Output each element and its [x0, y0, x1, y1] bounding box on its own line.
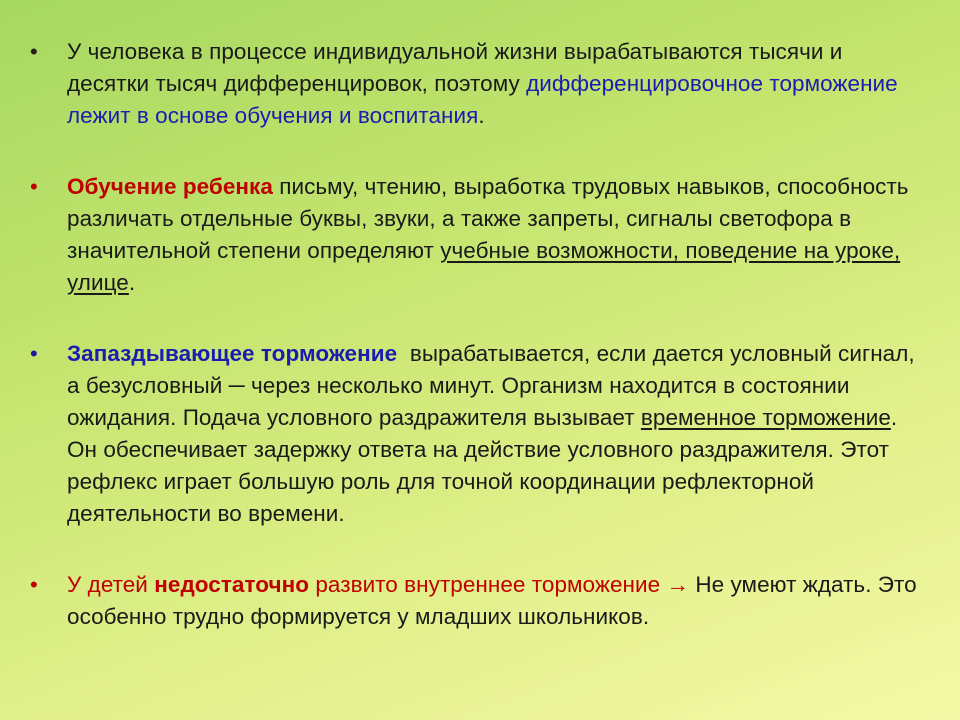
bullet-dot-icon: • [30, 39, 38, 64]
bullet-3-term: Запаздывающее торможение [67, 341, 398, 366]
bullet-item-3 [30, 338, 930, 530]
bullet-1-end: . [478, 103, 485, 128]
bullet-dot-icon: • [30, 572, 38, 597]
bullet-4-emphasis: недостаточно [154, 572, 310, 597]
bullet-2-end: . [128, 270, 136, 295]
bullet-dot-icon: • [30, 341, 38, 366]
bullet-item-1 [30, 36, 930, 132]
bullet-1-highlight: дифференцировочное торможение лежит в основе обучения и воспитания [67, 71, 898, 128]
bullet-3-underlined: временное торможение [640, 405, 891, 430]
bullet-item-2 [30, 171, 930, 299]
bullet-4-middle: развито внутреннее торможение → [309, 572, 696, 597]
bullet-3-text: вырабатывается, если дается условный сигнал, а безусловный ─ через несколько минут. Организм находится в состоянии ожидания. Подача условного раздражителя вызывает [67, 341, 922, 430]
bullet-2-term: Обучение ребенка [67, 174, 273, 199]
bullet-list [30, 36, 930, 633]
bullet-1-text: У человека в процессе индивидуальной жизни вырабатываются тысячи и десятки тысяч дифференцировок, поэтому [67, 39, 843, 96]
bullet-2-underlined: учебные возможности, поведение на уроке, улице [67, 238, 901, 295]
bullet-4-end: Не умеют ждать. Это особенно трудно формируется у младших школьников. [67, 572, 917, 629]
bullet-2-text: письму, чтению, выработка трудовых навыков, способность различать отдельные буквы, звуки, а также запреты, сигналы светофора в значительной степени определяют [67, 174, 909, 263]
bullet-3-end: . Он обеспечивает задержку ответа на действие условного раздражителя. Этот рефлекс играет большую роль для точной координации рефлекторной деятельности во времени. [67, 405, 898, 526]
bullet-4-start: У детей [67, 572, 155, 597]
bullet-dot-icon: • [30, 174, 38, 199]
bullet-item-4 [30, 569, 930, 633]
